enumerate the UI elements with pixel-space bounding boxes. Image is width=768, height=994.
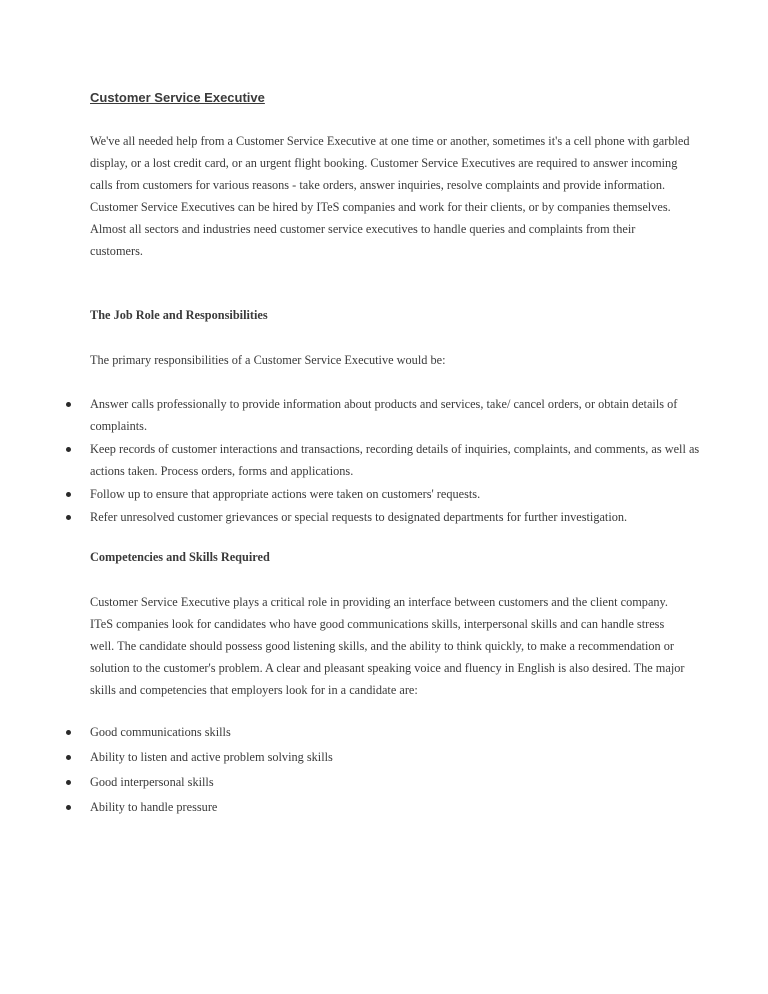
bullet-icon xyxy=(66,515,71,520)
list-item-text: Good interpersonal skills xyxy=(90,775,214,789)
role-heading: The Job Role and Responsibilities xyxy=(90,308,268,322)
skills-heading: Competencies and Skills Required xyxy=(90,550,270,564)
skills-paragraph-block xyxy=(90,591,690,701)
page-title: Customer Service Executive xyxy=(90,90,265,105)
list-item xyxy=(0,506,700,528)
bullet-icon xyxy=(66,805,71,810)
list-item xyxy=(0,795,700,819)
list-item-text: Ability to handle pressure xyxy=(90,800,218,814)
list-item-text: Good communications skills xyxy=(90,725,231,739)
role-lead-paragraph: The primary responsibilities of a Customer Service Executive would be: xyxy=(90,353,446,367)
list-item-text: Keep records of customer interactions and transactions, recording details of inquiries, complaints, and comments, as well as actions taken. Process orders, forms and applications. xyxy=(90,442,700,478)
intro-paragraph-2: Customer Service Executives can be hired by ITeS companies and work for their clients, or by companies themselves. Almost all sectors and industries need customer service executives to handle queries and complaints from their customers. xyxy=(90,200,671,258)
list-item-text: Refer unresolved customer grievances or special requests to designated departments for further investigation. xyxy=(90,510,628,524)
list-item xyxy=(0,483,700,505)
skills-paragraph: Customer Service Executive plays a critical role in providing an interface between customers and the client company. ITeS companies look for candidates who have good communications skills, interpersonal skills and can handle stress well. The candidate should possess good listening skills, and the ability to think quickly, to make a recommendation or solution to the customer's problem. A clear and pleasant speaking voice and fluency in English is also desired. The major skills and competencies that employers look for in a candidate are: xyxy=(90,595,685,697)
list-item xyxy=(0,770,700,794)
bullet-icon xyxy=(66,447,71,452)
list-item xyxy=(0,745,700,769)
bullet-icon xyxy=(66,780,71,785)
bullet-icon xyxy=(66,730,71,735)
list-item xyxy=(0,393,700,437)
list-item xyxy=(0,438,700,482)
list-item-text: Answer calls professionally to provide information about products and services, take/ cancel orders, or obtain details of complaints. xyxy=(90,397,678,433)
list-item-text: Ability to listen and active problem solving skills xyxy=(90,750,333,764)
bullet-icon xyxy=(66,492,71,497)
bullet-icon xyxy=(66,402,71,407)
bullet-icon xyxy=(66,755,71,760)
intro-section xyxy=(90,130,690,262)
list-item xyxy=(0,720,700,744)
skills-list xyxy=(0,720,700,820)
responsibilities-list xyxy=(0,393,700,529)
role-lead-text xyxy=(90,349,690,371)
intro-paragraph-1: We've all needed help from a Customer Service Executive at one time or another, sometimes it's a cell phone with garbled display, or a lost credit card, or an urgent flight booking. Customer Service Executives are required to answer incoming calls from customers for various reasons - take orders, answer inquiries, resolve complaints and provide information. xyxy=(90,134,690,192)
list-item-text: Follow up to ensure that appropriate actions were taken on customers' requests. xyxy=(90,487,481,501)
